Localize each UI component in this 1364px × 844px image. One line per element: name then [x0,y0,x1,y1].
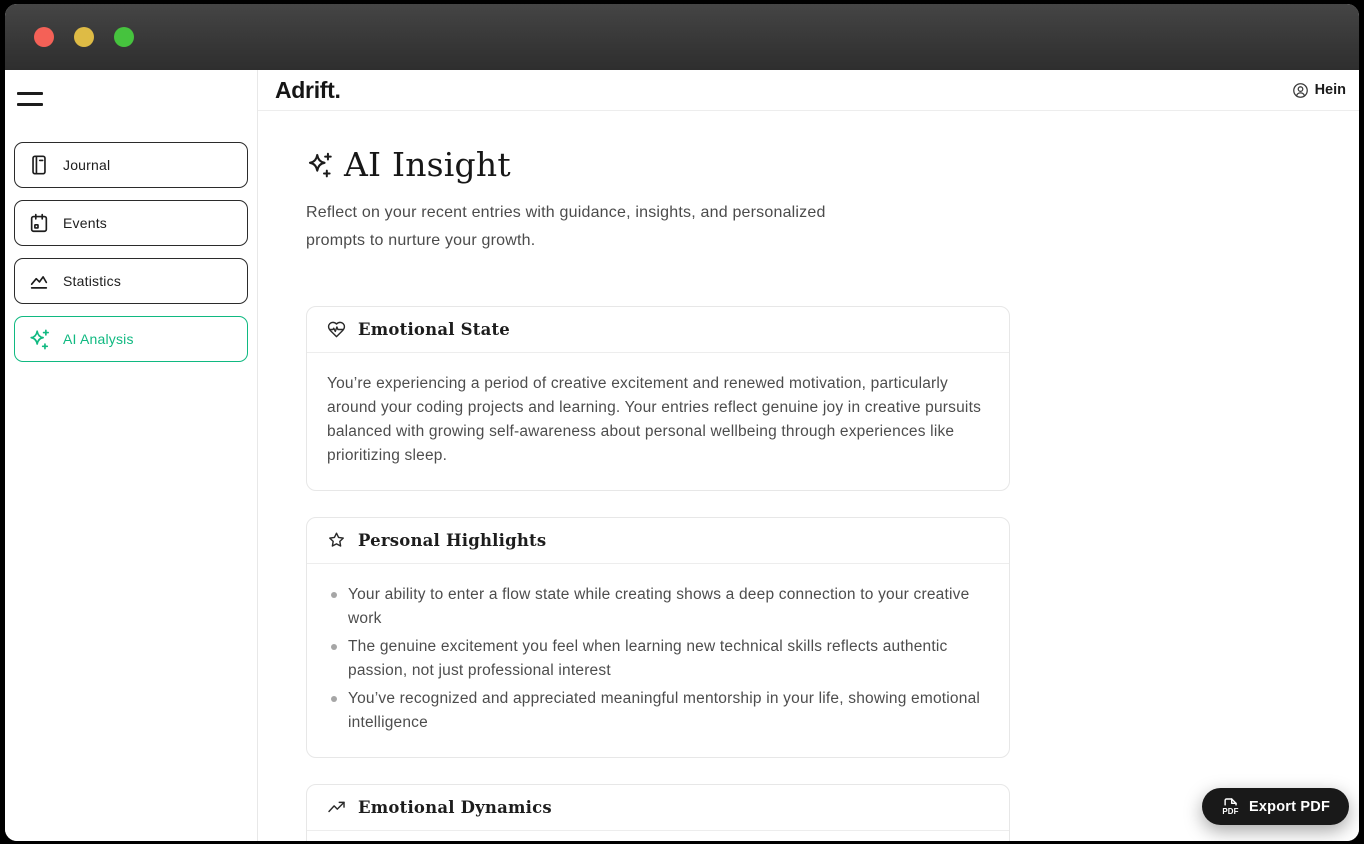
close-button[interactable] [34,27,54,47]
card-personal-highlights [306,517,1010,758]
page-content [258,111,1359,841]
sidebar-nav [5,142,257,362]
sidebar-item-ai-analysis[interactable] [14,316,248,362]
page-subtitle: Reflect on your recent entries with guidance, insights, and personalized prompts to nurture your growth. [306,204,826,249]
hamburger-menu-icon[interactable] [17,90,43,108]
card-body: You’re experiencing a period of creative excitement and renewed motivation, particularly around your coding projects and learning. Your entries reflect genuine joy in creative pursuits balanced with growing self-awareness about personal wellbeing through experiences like prioritizing sleep. [327,375,982,464]
sidebar-item-journal[interactable] [14,142,248,188]
chart-line-icon [28,270,50,292]
highlights-list [327,583,989,735]
app-title: Adrift. [275,76,341,103]
maximize-button[interactable] [114,27,134,47]
sidebar-item-label: Journal [63,157,111,173]
card-title: Emotional State [358,320,510,339]
card-header [307,518,1009,564]
card-emotional-dynamics [306,784,1010,841]
file-pdf-icon [1221,797,1240,816]
heart-pulse-icon [327,320,346,339]
user-name: Hein [1314,82,1346,98]
sparkles-icon [28,328,50,350]
journal-icon [28,154,50,176]
traffic-lights [34,27,134,47]
card-title: Personal Highlights [358,531,547,550]
card-body [307,831,1009,841]
card-header [307,307,1009,353]
user-circle-icon [1292,82,1309,99]
user-menu[interactable] [1292,82,1346,99]
page-title: AI Insight [344,145,511,184]
highlight-item: The genuine excitement you feel when learning new technical skills reflects authentic passion, not just professional interest [327,635,989,683]
sidebar-item-statistics[interactable] [14,258,248,304]
svg-text:PDF: PDF [1222,807,1239,816]
sidebar-item-label: Statistics [63,273,122,289]
card-body [307,564,1009,757]
window-titlebar [5,4,1359,70]
sidebar [5,70,258,841]
export-pdf-button[interactable] [1202,788,1349,825]
main-header [258,70,1359,111]
highlight-item: You’ve recognized and appreciated meaningful mentorship in your life, showing emotional intelligence [327,687,989,735]
calendar-icon [28,212,50,234]
card-title: Emotional Dynamics [358,798,552,817]
main-area [258,70,1359,841]
card-emotional-state [306,306,1010,491]
sidebar-item-label: Events [63,215,107,231]
sparkles-icon [306,151,333,178]
sidebar-item-label: AI Analysis [63,331,134,347]
sidebar-item-events[interactable] [14,200,248,246]
insight-cards [306,306,1010,841]
highlight-item: Your ability to enter a flow state while creating shows a deep connection to your creative work [327,583,989,631]
card-header [307,785,1009,831]
export-pdf-label: Export PDF [1249,798,1330,815]
minimize-button[interactable] [74,27,94,47]
star-icon [327,531,346,550]
page-title-row [306,145,1359,184]
app-window [5,4,1359,841]
app-body [5,70,1359,841]
trending-up-icon [327,798,346,817]
